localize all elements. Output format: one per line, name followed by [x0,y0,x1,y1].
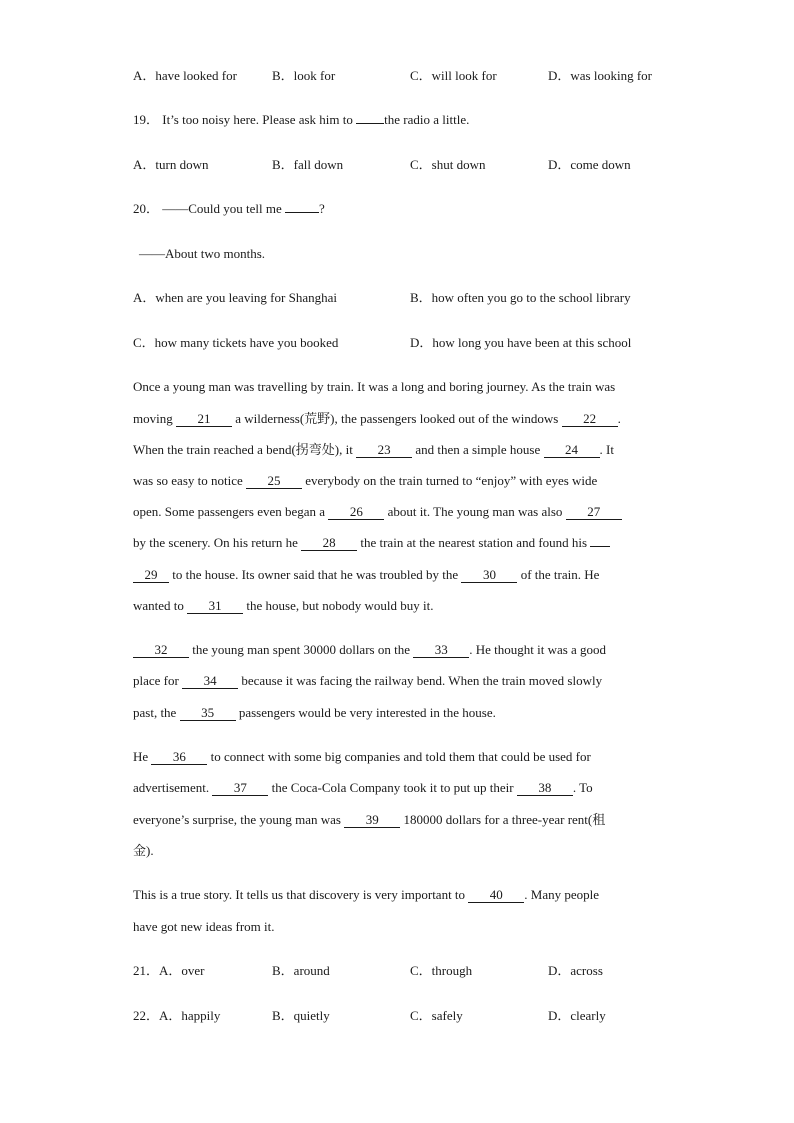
passage-line: 32 the young man spent 30000 dollars on the 33 . He thought it was a good [133,641,606,659]
answer-blank[interactable] [285,212,319,213]
cloze-blank[interactable]: 28 [301,535,357,551]
cloze-blank[interactable]: 25 [246,473,302,489]
dialogue-answer: ——About two months. [139,246,266,261]
cloze-blank[interactable]: 30 [461,567,517,583]
cloze-blank[interactable]: 35 [180,705,236,721]
option-b[interactable]: B．around [272,963,330,978]
option-b[interactable]: B．fall down [272,157,344,172]
option-c[interactable]: C．shut down [410,157,486,172]
cloze-blank[interactable]: 29 [133,567,169,583]
passage-line: 金). [133,843,154,858]
cloze-blank[interactable]: 31 [187,598,243,614]
passage-line: have got new ideas from it. [133,919,275,934]
cloze-blank[interactable]: 34 [182,673,238,689]
option-c[interactable]: C．safely [410,1008,463,1023]
cloze-blank[interactable]: 36 [151,749,207,765]
passage-line: wanted to 31 the house, but nobody would buy it. [133,598,434,613]
passage-line: everyone’s surprise, the young man was 39 180000 dollars for a three-year rent(租 [133,812,606,827]
option-c[interactable]: C．will look for [410,68,497,83]
option-a[interactable]: 22．A．happily [133,1008,221,1023]
passage-line: open. Some passengers even began a 26 about it. The young man was also 27 [133,503,622,521]
option-c[interactable]: C．how many tickets have you booked [133,335,339,350]
passage-line: past, the 35 passengers would be very interested in the house. [133,705,496,720]
cloze-blank[interactable]: 38 [517,780,573,796]
passage-line: advertisement. 37 the Coca-Cola Company took it to put up their 38 . To [133,780,593,795]
cloze-blank[interactable]: 22 [562,411,618,427]
passage-line: 29 to the house. Its owner said that he was troubled by the 30 of the train. He [133,566,599,584]
cloze-blank[interactable]: 37 [212,780,268,796]
option-b[interactable]: B．how often you go to the school library [410,290,631,305]
option-a[interactable]: A．have looked for [133,68,237,83]
option-d[interactable]: D．clearly [548,1008,606,1023]
passage-line: When the train reached a bend(拐弯处), it 23 and then a simple house 24 . It [133,442,614,457]
passage-line: by the scenery. On his return he 28 the train at the nearest station and found his [133,534,610,552]
cloze-blank[interactable]: 39 [344,812,400,828]
option-d[interactable]: D．across [548,963,603,978]
option-d[interactable]: D．come down [548,157,631,172]
passage-line: moving 21 a wilderness(荒野), the passengers looked out of the windows 22 . [133,411,621,426]
question-stem: 20． ——Could you tell me ? [133,201,325,216]
option-a[interactable]: A．when are you leaving for Shanghai [133,290,337,305]
option-a[interactable]: A．turn down [133,157,209,172]
option-c[interactable]: C．through [410,963,473,978]
option-b[interactable]: B．look for [272,68,336,83]
passage-line: He 36 to connect with some big companies and told them that could be used for [133,749,591,764]
option-d[interactable]: D．was looking for [548,68,652,83]
cloze-blank[interactable]: 33 [413,642,469,658]
passage-line: place for 34 because it was facing the railway bend. When the train moved slowly [133,673,603,688]
cloze-blank-start [590,546,610,547]
cloze-blank[interactable]: 24 [544,442,600,458]
cloze-blank[interactable]: 23 [356,442,412,458]
cloze-blank[interactable]: 21 [176,411,232,427]
cloze-blank[interactable]: 27 [566,504,622,520]
answer-blank[interactable] [356,123,384,124]
option-a[interactable]: 21．A．over [133,963,205,978]
passage-line: Once a young man was travelling by train. It was a long and boring journey. As the train was [133,379,616,394]
cloze-blank[interactable]: 32 [133,642,189,658]
question-stem: 19． It’s too noisy here. Please ask him to the radio a little. [133,112,470,127]
passage-line: was so easy to notice 25 everybody on the train turned to “enjoy” with eyes wide [133,473,598,488]
cloze-blank[interactable]: 26 [328,504,384,520]
option-b[interactable]: B．quietly [272,1008,330,1023]
option-d[interactable]: D．how long you have been at this school [410,335,632,350]
cloze-blank[interactable]: 40 [468,887,524,903]
passage-line: This is a true story. It tells us that discovery is very important to 40 . Many people [133,887,600,902]
